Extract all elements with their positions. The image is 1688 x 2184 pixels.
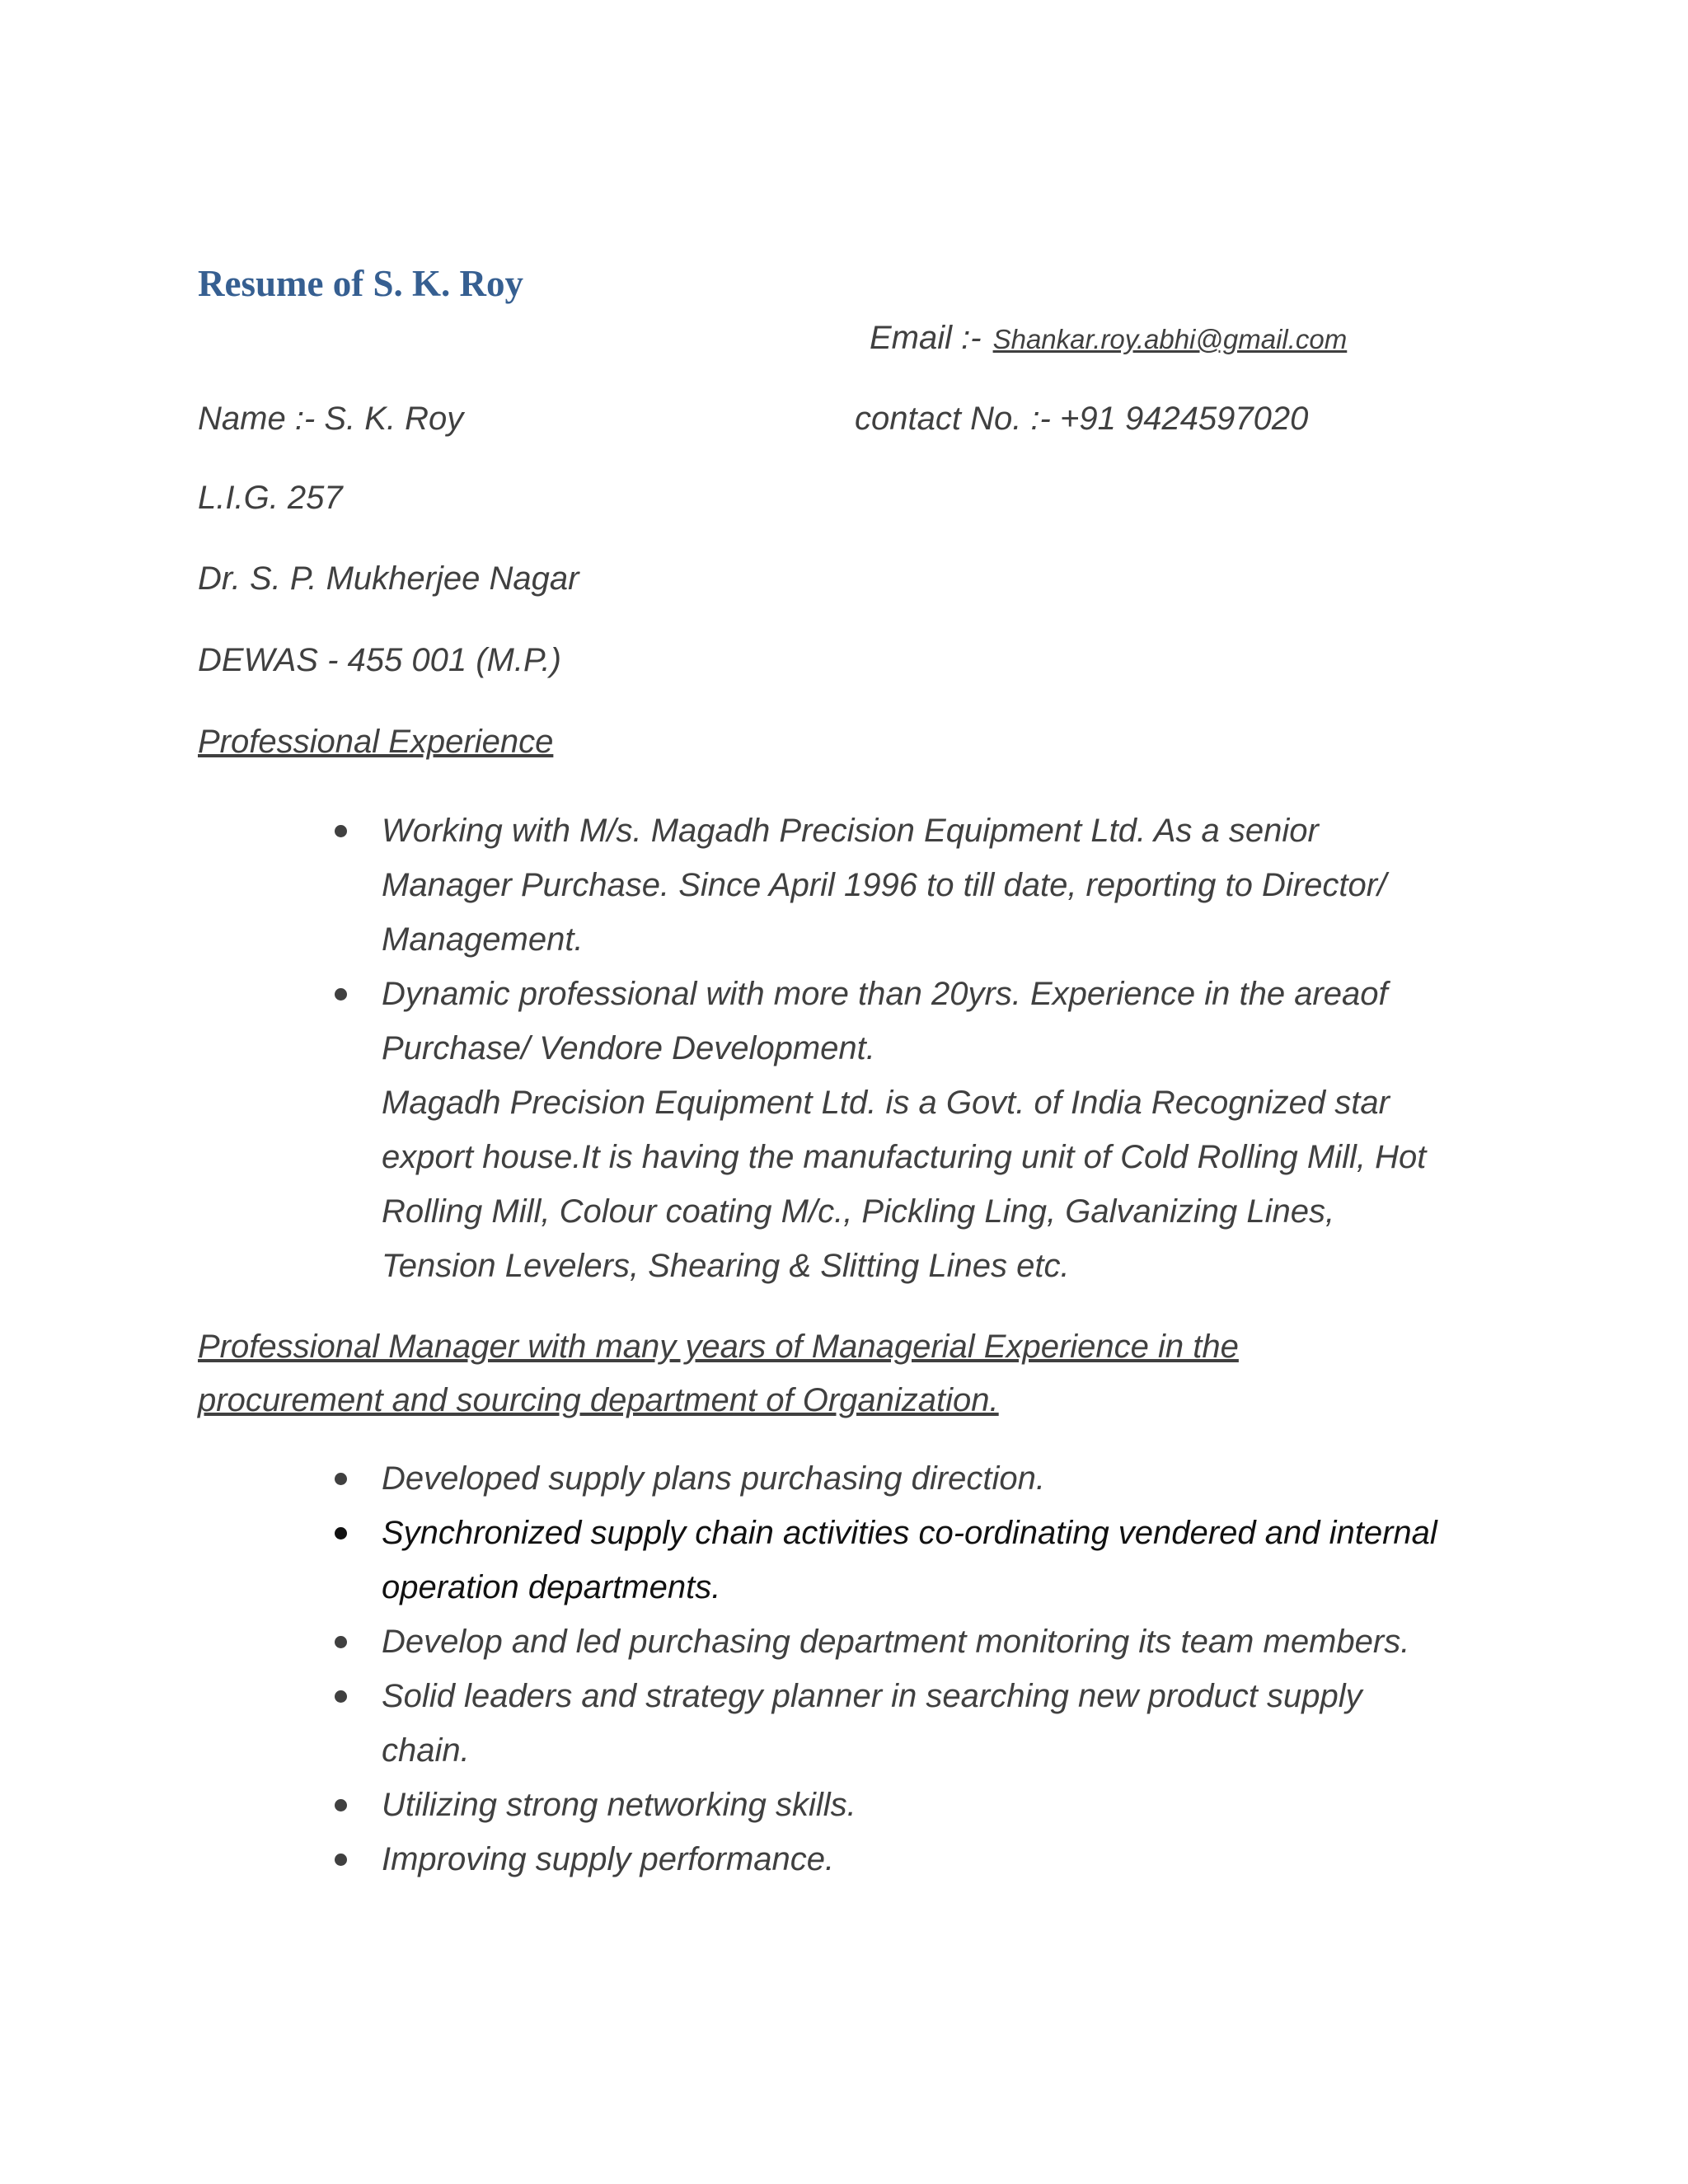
email-link[interactable]: Shankar.roy.abhi@gmail.com bbox=[992, 324, 1348, 354]
list-item-text: Synchronized supply chain activities co-ordinating vendered and internal operation departments. bbox=[382, 1515, 1437, 1605]
address-line-2: Dr. S. P. Mukherjee Nagar bbox=[198, 560, 579, 597]
list-item bbox=[0, 1832, 1453, 1886]
list-item bbox=[0, 967, 1453, 1293]
list-item bbox=[0, 1451, 1453, 1506]
bullet-icon bbox=[335, 1690, 347, 1703]
list-item-text: Working with M/s. Magadh Precision Equipment Ltd. As a senior Manager Purchase. Since April 1996 to till date, reporting to Director/ Management. bbox=[382, 813, 1387, 958]
bullet-icon bbox=[335, 1854, 347, 1866]
bullet-icon bbox=[335, 1636, 347, 1648]
email-label: Email :- bbox=[870, 320, 982, 356]
list-item-extra-text: Magadh Precision Equipment Ltd. is a Govt. of India Recognized star export house.It is having the manufacturing unit of Cold Rolling Mill, Hot Rolling Mill, Colour coating M/c., Pickling Ling, Galvanizing Lines, Tension Levelers, Shearing & Slitting Lines etc. bbox=[382, 1085, 1427, 1284]
contact-number-line: contact No. :- +91 9424597020 bbox=[855, 401, 1309, 437]
resume-title: Resume of S. K. Roy bbox=[198, 263, 523, 304]
bullet-icon bbox=[335, 1473, 347, 1485]
list-item-text: Improving supply performance. bbox=[382, 1841, 835, 1877]
list-item-text: Develop and led purchasing department monitoring its team members. bbox=[382, 1624, 1410, 1660]
bullet-icon bbox=[335, 988, 347, 1001]
professional-experience-heading: Professional Experience bbox=[198, 724, 554, 760]
list-item bbox=[0, 804, 1453, 967]
address-line-3: DEWAS - 455 001 (M.P.) bbox=[198, 642, 561, 678]
list-item bbox=[0, 1669, 1453, 1778]
list-item bbox=[0, 1778, 1453, 1832]
list-item bbox=[0, 1506, 1453, 1615]
list-item-text: Dynamic professional with more than 20yrs. Experience in the areaof Purchase/ Vendore Development. bbox=[382, 976, 1388, 1066]
list-item-text: Developed supply plans purchasing direction. bbox=[382, 1460, 1045, 1497]
experience-list bbox=[0, 804, 1453, 1293]
name-line: Name :- S. K. Roy bbox=[198, 401, 464, 437]
list-item-text: Solid leaders and strategy planner in searching new product supply chain. bbox=[382, 1678, 1362, 1769]
bullet-icon bbox=[335, 1799, 347, 1811]
manager-heading: Professional Manager with many years of Managerial Experience in the procurement and sourcing department of Organization. bbox=[198, 1329, 1239, 1418]
address-line-1: L.I.G. 257 bbox=[198, 480, 343, 516]
list-item-text: Utilizing strong networking skills. bbox=[382, 1787, 856, 1823]
bullet-icon bbox=[335, 825, 347, 837]
email-line bbox=[870, 321, 1347, 354]
list-item bbox=[0, 1615, 1453, 1669]
manager-skills-list bbox=[0, 1451, 1453, 1886]
bullet-icon bbox=[335, 1527, 347, 1540]
